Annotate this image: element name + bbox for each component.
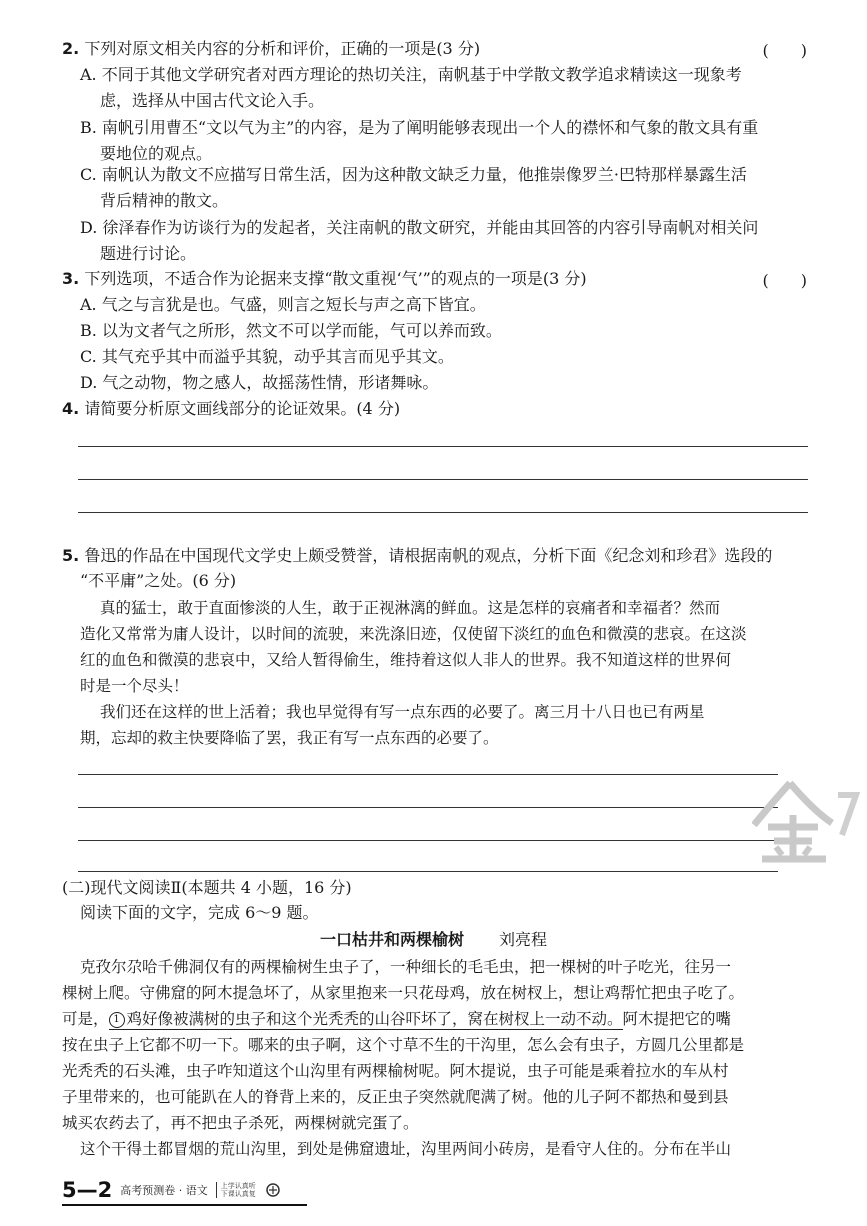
q5-stem-line1 [62, 545, 772, 567]
q3-option-c: C. 其气充乎其中而溢乎其貌，动乎其言而见乎其文。 [80, 347, 454, 366]
q3-answer-bracket: ( ) [762, 271, 807, 290]
publisher-watermark-logo [752, 775, 862, 865]
circled-number-1: 1 [109, 1012, 125, 1028]
q5-excerpt-line: 期，忘却的救主快要降临了罢，我正有写一点东西的必要了。 [80, 729, 499, 747]
q3-stem [62, 268, 587, 290]
q2-answer-bracket: ( ) [762, 41, 807, 60]
section2-heading: (二)现代文阅读Ⅱ(本题共 4 小题，16 分) [62, 878, 352, 897]
q2-number: 2. [62, 39, 80, 58]
q4-answer-line[interactable] [78, 512, 808, 513]
q4-stem [62, 398, 400, 420]
q5-excerpt-line: 造化又常常为庸人设计，以时间的流驶，来洗涤旧迹，仅使留下淡红的血色和微漠的悲哀。在这淡 [80, 625, 747, 643]
q2-stem [62, 38, 480, 60]
article-para-line: 光秃秃的石头滩，虫子咋知道这个山沟里有两棵榆树呢。阿木提说，虫子可能是乘着拉水的车从村 [62, 1062, 729, 1080]
q4-number: 4. [62, 399, 80, 418]
q5-answer-line[interactable] [78, 774, 778, 775]
q3-option-b: B. 以为文者气之所形，然文不可以学而能，气可以养而致。 [80, 321, 502, 340]
article-title-line [0, 929, 867, 951]
q2-option-b-line2: 要地位的观点。 [100, 144, 213, 163]
article-para-line: 子里带来的，也可能趴在人的脊背上来的，反正虫子突然就爬满了树。他的儿子阿不都热和曼到县 [62, 1088, 729, 1106]
q5-excerpt-line: 真的猛士，敢于直面惨淡的人生，敢于正视淋漓的鲜血。这是怎样的哀痛者和幸福者？然而 [100, 599, 721, 617]
footer-rule [62, 1204, 307, 1206]
q2-option-d-line1: D. 徐泽春作为访谈行为的发起者，关注南帆的散文研究，并能由其回答的内容引导南帆对相关问 [80, 218, 759, 237]
article-title: 一口枯井和两棵榆树 [319, 930, 464, 949]
q4-answer-line[interactable] [78, 446, 808, 447]
q5-excerpt-line: 我们还在这样的世上活着；我也早觉得有写一点东西的必要了。离三月十八日也已有两星 [100, 703, 705, 721]
q4-stem-text: 请简要分析原文画线部分的论证效果。(4 分) [84, 399, 401, 418]
article-author: 刘亮程 [499, 930, 548, 949]
line-suffix: 阿木提把它的嘴 [622, 1010, 732, 1028]
section2-instruction: 阅读下面的文字，完成 6～9 题。 [80, 903, 319, 922]
publisher-logo-icon [264, 1182, 282, 1198]
article-para-line: 棵树上爬。守佛窟的阿木提急坏了，从家里抱来一只花母鸡，放在树杈上，想让鸡帮忙把虫子吃了。 [62, 984, 745, 1002]
q4-answer-line[interactable] [78, 479, 808, 480]
q2-option-b-line1: B. 南帆引用曹丕“文以气为主”的内容，是为了阐明能够表现出一个人的襟怀和气象的散文具有重 [80, 118, 759, 137]
q5-answer-line[interactable] [78, 840, 778, 841]
q5-number: 5. [62, 546, 80, 565]
q5-answer-line[interactable] [78, 807, 778, 808]
q3-number: 3. [62, 269, 80, 288]
slogan-line: 上学认真听 [220, 1182, 256, 1190]
q5-excerpt-line: 红的血色和微漠的悲哀中，又给人暂得偷生，维持着这似人非人的世界。我不知道这样的世界何 [80, 651, 732, 669]
q3-option-d: D. 气之动物，物之感人，故摇荡性情，形诸舞咏。 [80, 373, 439, 392]
article-para-line: 按在虫子上它都不叨一下。哪来的虫子啊，这个寸草不生的干沟里，怎么会有虫子，方圆几公里都是 [62, 1036, 745, 1054]
q5-excerpt-line: 时是一个尽头！ [80, 677, 189, 695]
q3-stem-text: 下列选项，不适合作为论据来支撑“散文重视‘气’”的观点的一项是(3 分) [84, 269, 587, 288]
q2-option-c-line2: 背后精神的散文。 [100, 191, 229, 210]
series-name: 高考预测卷 · 语文 [120, 1184, 208, 1197]
q2-option-d-line2: 题进行讨论。 [100, 244, 197, 263]
q5-answer-line[interactable] [78, 871, 778, 872]
article-para-line: 城买农药去了，再不把虫子杀死，两棵树就完蛋了。 [62, 1114, 419, 1132]
page-footer [62, 1177, 282, 1203]
q3-option-a: A. 气之与言犹是也。气盛，则言之短长与声之高下皆宜。 [80, 295, 486, 314]
q5-stem-text: 鲁迅的作品在中国现代文学史上颇受赞誉，请根据南帆的观点，分析下面《纪念刘和珍君》选段的 [84, 546, 773, 565]
footer-slogan [216, 1182, 256, 1198]
article-para-line: 克孜尔尕哈千佛洞仅有的两棵榆树生虫子了，一种细长的毛毛虫，把一棵树的叶子吃光，往另一 [80, 958, 732, 976]
q2-option-a-line2: 虑，选择从中国古代文论入手。 [100, 91, 325, 110]
q5-stem-line2: “不平庸”之处。(6 分) [80, 571, 237, 590]
article-para-line: 这个干得土都冒烟的荒山沟里，到处是佛窟遗址，沟里两间小砖房，是看守人住的。分布在半山 [80, 1140, 732, 1158]
q2-option-a-line1: A. 不同于其他文学研究者对西方理论的热切关注，南帆基于中学散文教学追求精读这一现象考 [80, 65, 742, 84]
underlined-sentence [109, 1010, 623, 1030]
q2-option-c-line1: C. 南帆认为散文不应描写日常生活，因为这种散文缺乏力量，他推崇像罗兰·巴特那样暴露生活 [80, 165, 747, 184]
slogan-line: 下课认真复 [220, 1190, 256, 1198]
line-prefix: 可是， [62, 1010, 109, 1028]
article-para-line-annotated [62, 1008, 731, 1030]
underlined-text: 鸡好像被满树的虫子和这个光秃秃的山谷吓坏了，窝在树杈上一动不动。 [126, 1010, 623, 1028]
q2-stem-text: 下列对原文相关内容的分析和评价，正确的一项是(3 分) [84, 39, 481, 58]
page-number: 5—2 [62, 1178, 113, 1202]
